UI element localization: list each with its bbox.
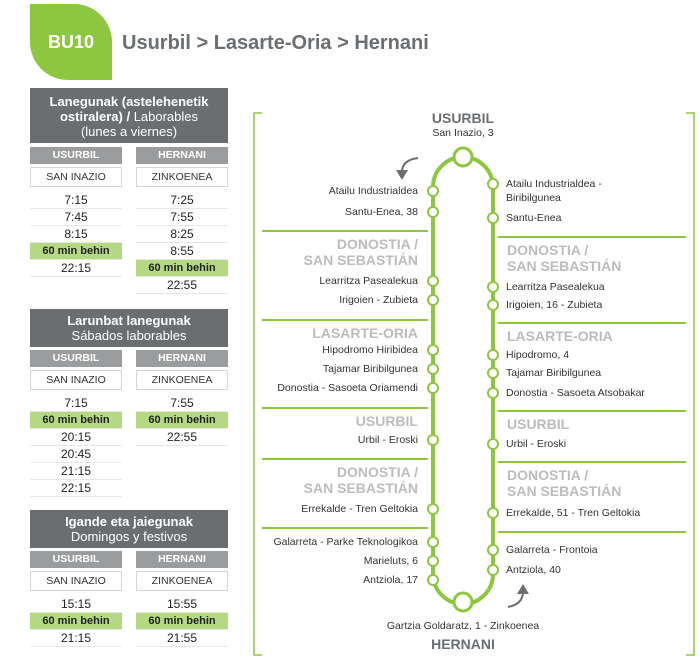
column-head: HERNANI <box>136 551 228 568</box>
frequency-cell: 60 min behin <box>136 412 228 429</box>
stop-label: Biribilgunea <box>506 192 561 204</box>
stop-label: Atailu Industrialdea - <box>506 178 602 190</box>
bottom-terminal-node <box>454 593 472 611</box>
time-cell: 7:55 <box>136 209 228 226</box>
zone-separator <box>262 458 428 460</box>
stop-label: Irigoien - Zubieta <box>339 294 418 306</box>
right-bracket <box>686 113 694 655</box>
column-head: HERNANI <box>136 147 228 164</box>
stop-label: Santu-Enea, 38 <box>345 206 418 218</box>
zone-separator <box>498 236 686 238</box>
top-terminal-name: USURBIL <box>431 110 495 126</box>
stop-name: SAN INAZIO <box>30 370 122 390</box>
time-cell: 8:55 <box>136 243 228 260</box>
time-cell: 22:55 <box>136 277 228 294</box>
zone-label-donostia: DONOSTIA / SAN SEBASTIÁN <box>303 236 418 268</box>
time-cell: 7:15 <box>30 395 122 412</box>
stop-label: Tajamar Biribilgunea <box>506 367 602 379</box>
stop-label: Errekalde - Tren Geltokia <box>301 503 418 515</box>
top-terminal-stop: San Inazio, 3 <box>432 127 494 139</box>
saturdays-title-eu: Larunbat lanegunak <box>67 313 191 328</box>
zone-separator <box>262 407 428 409</box>
stop-label: Marieluts, 6 <box>363 555 418 567</box>
stop-label: Hipodromo Hiribidea <box>322 344 418 356</box>
stop-label: Donostia - Sasoeta Atsobakar <box>506 387 645 399</box>
zone-label-lasarte: LASARTE-ORIA <box>507 328 613 344</box>
zone-separator <box>262 230 428 232</box>
time-cell: 21:55 <box>136 630 228 647</box>
time-cell: 15:55 <box>136 596 228 613</box>
zone-separator <box>262 527 428 529</box>
zone-label-donostia: DONOSTIA / SAN SEBASTIÁN <box>303 464 418 496</box>
stop-label: Antziola, 40 <box>506 564 561 576</box>
column-head: HERNANI <box>136 350 228 367</box>
frequency-cell: 60 min behin <box>30 613 122 630</box>
stop-name: ZINKOENEA <box>136 167 228 187</box>
stop-label: Santu-Enea <box>506 212 562 224</box>
stop-label: Irigoien, 16 - Zubieta <box>506 299 603 311</box>
arrow-head-bottom <box>517 584 529 594</box>
bottom-terminal-name: HERNANI <box>431 636 495 652</box>
bottom-terminal-stop: Gartzia Goldaratz, 1 - Zinkoenea <box>386 620 540 632</box>
time-cell: 20:45 <box>30 446 122 463</box>
stop-label: Urbil - Eroski <box>357 434 418 446</box>
time-cell: 7:55 <box>136 395 228 412</box>
time-cell: 8:15 <box>30 226 122 243</box>
column-head: USURBIL <box>30 147 122 164</box>
zone-label-usurbil: USURBIL <box>507 416 570 432</box>
zone-label-donostia: DONOSTIA / SAN SEBASTIÁN <box>507 467 622 499</box>
stop-name: SAN INAZIO <box>30 571 122 591</box>
time-cell: 7:25 <box>136 192 228 209</box>
stop-label: Tajamar Biribilgunea <box>322 363 418 375</box>
time-cell: 8:25 <box>136 226 228 243</box>
column-head: USURBIL <box>30 350 122 367</box>
time-cell: 7:15 <box>30 192 122 209</box>
stop-label: Galarreta - Parke Teknologikoa <box>273 536 418 548</box>
frequency-cell: 60 min behin <box>30 243 122 260</box>
sundays-title-es: Domingos y festivos <box>70 529 188 544</box>
weekdays-title-eu: Lanegunak (astelehenetik <box>49 94 209 109</box>
time-cell: 22:55 <box>136 429 228 446</box>
frequency-cell: 60 min behin <box>136 613 228 630</box>
stop-label: Hipodromo, 4 <box>506 349 570 361</box>
stop-label: Antziola, 17 <box>363 574 418 586</box>
time-cell: 22:15 <box>30 480 122 497</box>
column-head: USURBIL <box>30 551 122 568</box>
stop-label: Learritza Pasealekua <box>506 281 605 293</box>
stop-label: Atailu Industrialdea <box>328 185 418 197</box>
stop-name: ZINKOENEA <box>136 571 228 591</box>
direction-arrow-bottom <box>508 592 523 607</box>
time-cell: 7:45 <box>30 209 122 226</box>
stop-label: Galarreta - Frontoia <box>506 544 598 556</box>
route-title: Usurbil > Lasarte-Oria > Hernani <box>122 32 429 54</box>
top-terminal-node <box>454 148 472 166</box>
zone-separator <box>498 322 686 324</box>
time-cell: 21:15 <box>30 463 122 480</box>
weekdays-title-line2: ostiralera) / Laborables <box>59 109 199 124</box>
time-cell: 21:15 <box>30 630 122 647</box>
stop-label: Learritza Pasealekua <box>319 275 418 287</box>
zone-separator <box>262 319 428 321</box>
frequency-cell: 60 min behin <box>136 260 228 277</box>
zone-label-donostia: DONOSTIA / SAN SEBASTIÁN <box>507 242 622 274</box>
time-cell: 22:15 <box>30 260 122 277</box>
zone-label-lasarte: LASARTE-ORIA <box>312 325 418 341</box>
zone-separator <box>498 410 686 412</box>
stop-label: Donostia - Sasoeta Oriamendi <box>277 382 418 394</box>
zone-label-usurbil: USURBIL <box>355 413 418 429</box>
time-cell: 20:15 <box>30 429 122 446</box>
route-loop <box>433 157 493 604</box>
direction-arrow-top <box>402 158 418 172</box>
time-cell: 15:15 <box>30 596 122 613</box>
weekdays-title-es: (lunes a viernes) <box>80 124 178 139</box>
arrow-head-top <box>396 170 408 180</box>
route-badge: BU10 <box>30 4 112 80</box>
frequency-cell: 60 min behin <box>30 412 122 429</box>
stop-label: Urbil - Eroski <box>506 438 567 450</box>
zone-separator <box>498 461 686 463</box>
zone-separator <box>498 531 686 533</box>
stop-name: SAN INAZIO <box>30 167 122 187</box>
stop-label: Errekalde, 51 - Tren Geltokia <box>506 507 641 519</box>
sundays-title-eu: Igande eta jaiegunak <box>65 514 193 529</box>
stop-name: ZINKOENEA <box>136 370 228 390</box>
saturdays-title-es: Sábados laborables <box>71 328 187 343</box>
